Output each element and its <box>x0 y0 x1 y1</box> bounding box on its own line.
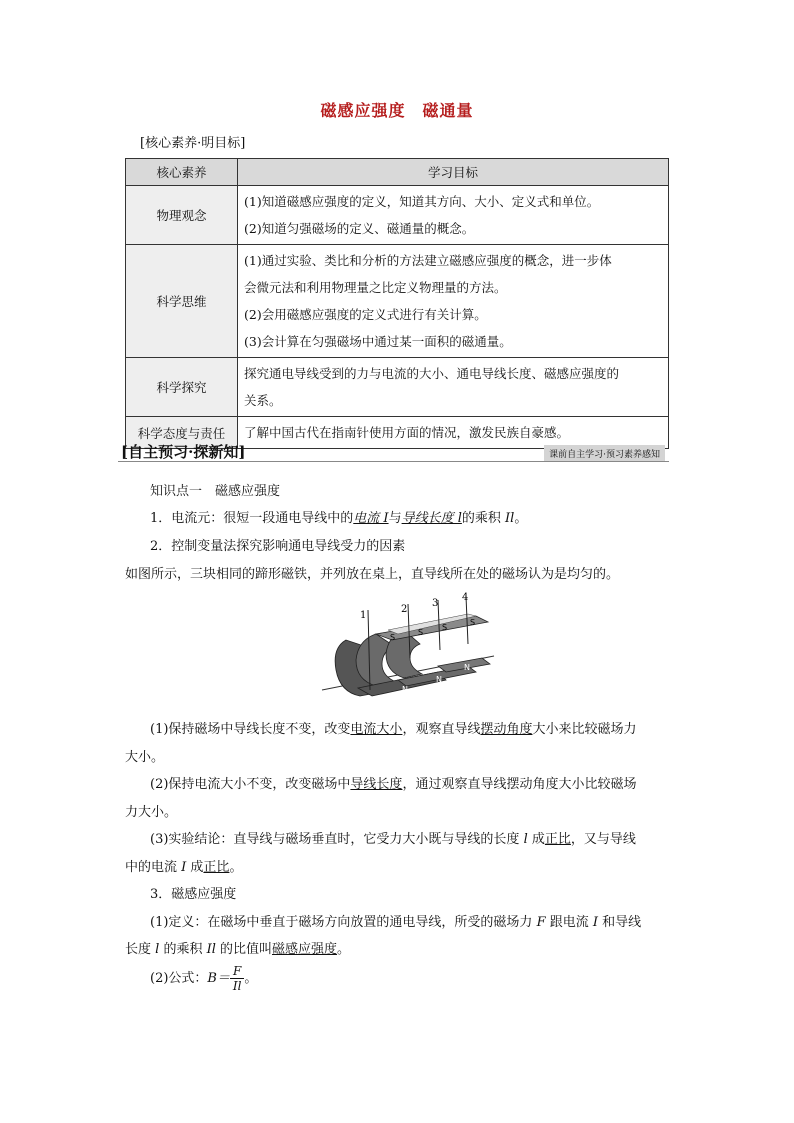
text: 成 <box>527 832 545 847</box>
paragraph-figure-intro: 如图所示，三块相同的蹄形磁铁，并列放在桌上，直导线所在处的磁场认为是均匀的。 <box>125 567 620 582</box>
table-row <box>126 245 669 358</box>
table-cell-goals <box>238 186 669 245</box>
paragraph-definition-cont <box>125 938 350 957</box>
underlined-term: 正比 <box>544 832 571 847</box>
underlined-term: 电流 I <box>353 511 389 526</box>
banner-divider <box>118 461 669 462</box>
banner-tag: 课前自主学习·预习素养感知 <box>544 445 665 462</box>
text: (2)保持电流大小不变，改变磁场中 <box>150 777 351 792</box>
underlined-term: 电流大小 <box>350 722 403 737</box>
text: 大小来比较磁场力 <box>532 722 637 737</box>
goal-line: (3)会计算在匀强磁场中通过某一面积的磁通量。 <box>244 334 512 349</box>
knowledge-point-heading: 知识点一 磁感应强度 <box>150 484 281 499</box>
math-variable: I <box>592 915 598 930</box>
text: 成 <box>186 860 204 875</box>
text: (1)保持磁场中导线长度不变，改变 <box>150 722 351 737</box>
table-cell-goals <box>238 245 669 358</box>
table-header-row <box>126 159 669 186</box>
goal-line: (2)知道匀强磁场的定义、磁通量的概念。 <box>244 221 475 236</box>
text: 的比值叫 <box>215 942 273 957</box>
table-cell-category: 科学态度与责任 <box>126 417 238 449</box>
paragraph-current-element <box>150 507 527 526</box>
math-variable: Il <box>505 511 515 526</box>
section-label: [核心素养·明目标] <box>140 136 246 151</box>
pole-n-label: N <box>436 675 442 684</box>
paragraph-step1 <box>150 718 636 737</box>
math-variable: l <box>155 942 160 957</box>
table-cell-category: 科学思维 <box>126 245 238 358</box>
text: 长度 <box>125 942 156 957</box>
goal-line: 了解中国古代在指南针使用方面的情况，激发民族自豪感。 <box>244 425 570 440</box>
table-cell-category: 科学探究 <box>126 358 238 417</box>
paragraph-conclusion <box>150 828 636 847</box>
math-variable: l <box>523 832 528 847</box>
paragraph-definition <box>150 911 641 930</box>
table-cell-goals <box>238 358 669 417</box>
paragraph-magnetic-induction: 3．磁感应强度 <box>150 887 237 902</box>
page-title: 磁感应强度 磁通量 <box>320 101 474 120</box>
text: 。 <box>337 942 351 957</box>
paragraph-formula <box>150 964 257 993</box>
paragraph-step2-cont: 力大小。 <box>125 805 178 820</box>
text: 。 <box>244 971 258 986</box>
underlined-term: 导线长度 l <box>401 511 462 526</box>
text: 中的电流 <box>125 860 182 875</box>
text: ，观察直导线 <box>402 722 481 737</box>
text: 。 <box>514 511 528 526</box>
text: 的乘积 <box>159 942 207 957</box>
math-variable: I <box>181 860 187 875</box>
goal-line: (1)知道磁感应强度的定义，知道其方向、大小、定义式和单位。 <box>244 194 600 209</box>
text: 的乘积 <box>461 511 506 526</box>
figure-label-2: 2 <box>401 604 408 615</box>
core-literacy-table <box>125 158 669 449</box>
math-variable: F <box>536 915 546 930</box>
text: (2)公式： <box>150 971 208 986</box>
goal-line: 会微元法和利用物理量之比定义物理量的方法。 <box>244 280 507 295</box>
banner-title: [自主预习·探新知] <box>121 443 246 461</box>
text: ，通过观察直导线摆动角度大小比较磁场 <box>402 777 637 792</box>
figure-label-3: 3 <box>432 598 439 609</box>
paragraph-control-variable: 2．控制变量法探究影响通电导线受力的因素 <box>150 539 406 554</box>
paragraph-step2 <box>150 773 636 792</box>
table-row <box>126 358 669 417</box>
table-row <box>126 186 669 245</box>
goal-line: (2)会用磁感应强度的定义式进行有关计算。 <box>244 307 487 322</box>
underlined-term: 正比 <box>203 860 230 875</box>
section-banner <box>118 438 669 464</box>
text: (1)定义：在磁场中垂直于磁场方向放置的通电导线，所受的磁场力 <box>150 915 537 930</box>
text: 与 <box>388 511 402 526</box>
paragraph-step1-cont: 大小。 <box>125 750 165 765</box>
text: 。 <box>229 860 243 875</box>
text: (3)实验结论：直导线与磁场垂直时，它受力大小既与导线的长度 <box>150 832 524 847</box>
table-header-category: 核心素养 <box>126 159 238 186</box>
goal-line: (1)通过实验、类比和分析的方法建立磁感应强度的概念，进一步体 <box>244 253 612 268</box>
math-variable: Il <box>206 942 216 957</box>
pole-s-label: S <box>470 618 476 627</box>
horseshoe-magnets-figure <box>318 588 500 706</box>
underlined-term: 磁感应强度 <box>272 942 338 957</box>
underlined-term: 摆动角度 <box>480 722 533 737</box>
pole-n-label: N <box>402 685 408 694</box>
fraction-numerator: F <box>230 964 244 979</box>
table-header-goals: 学习目标 <box>238 159 669 186</box>
text: 和导线 <box>598 915 642 930</box>
math-variable: B＝ <box>207 971 230 986</box>
underlined-term: 导线长度 <box>350 777 403 792</box>
pole-n-label: N <box>464 663 470 672</box>
formula-fraction <box>230 964 244 993</box>
goal-line: 探究通电导线受到的力与电流的大小、通电导线长度、磁感应强度的 <box>244 366 620 381</box>
text: 跟电流 <box>545 915 593 930</box>
table-cell-category: 物理观念 <box>126 186 238 245</box>
text: 1．电流元：很短一段通电导线中的 <box>150 511 354 526</box>
figure-label-4: 4 <box>462 592 469 603</box>
pole-s-label: S <box>442 623 448 632</box>
goal-line: 关系。 <box>244 393 282 408</box>
paragraph-conclusion-cont <box>125 856 242 875</box>
pole-s-label: S <box>418 628 424 637</box>
fraction-denominator: Il <box>232 979 242 993</box>
figure-label-1: 1 <box>360 610 367 621</box>
pole-s-label: S <box>390 633 396 642</box>
text: ，又与导线 <box>570 832 636 847</box>
